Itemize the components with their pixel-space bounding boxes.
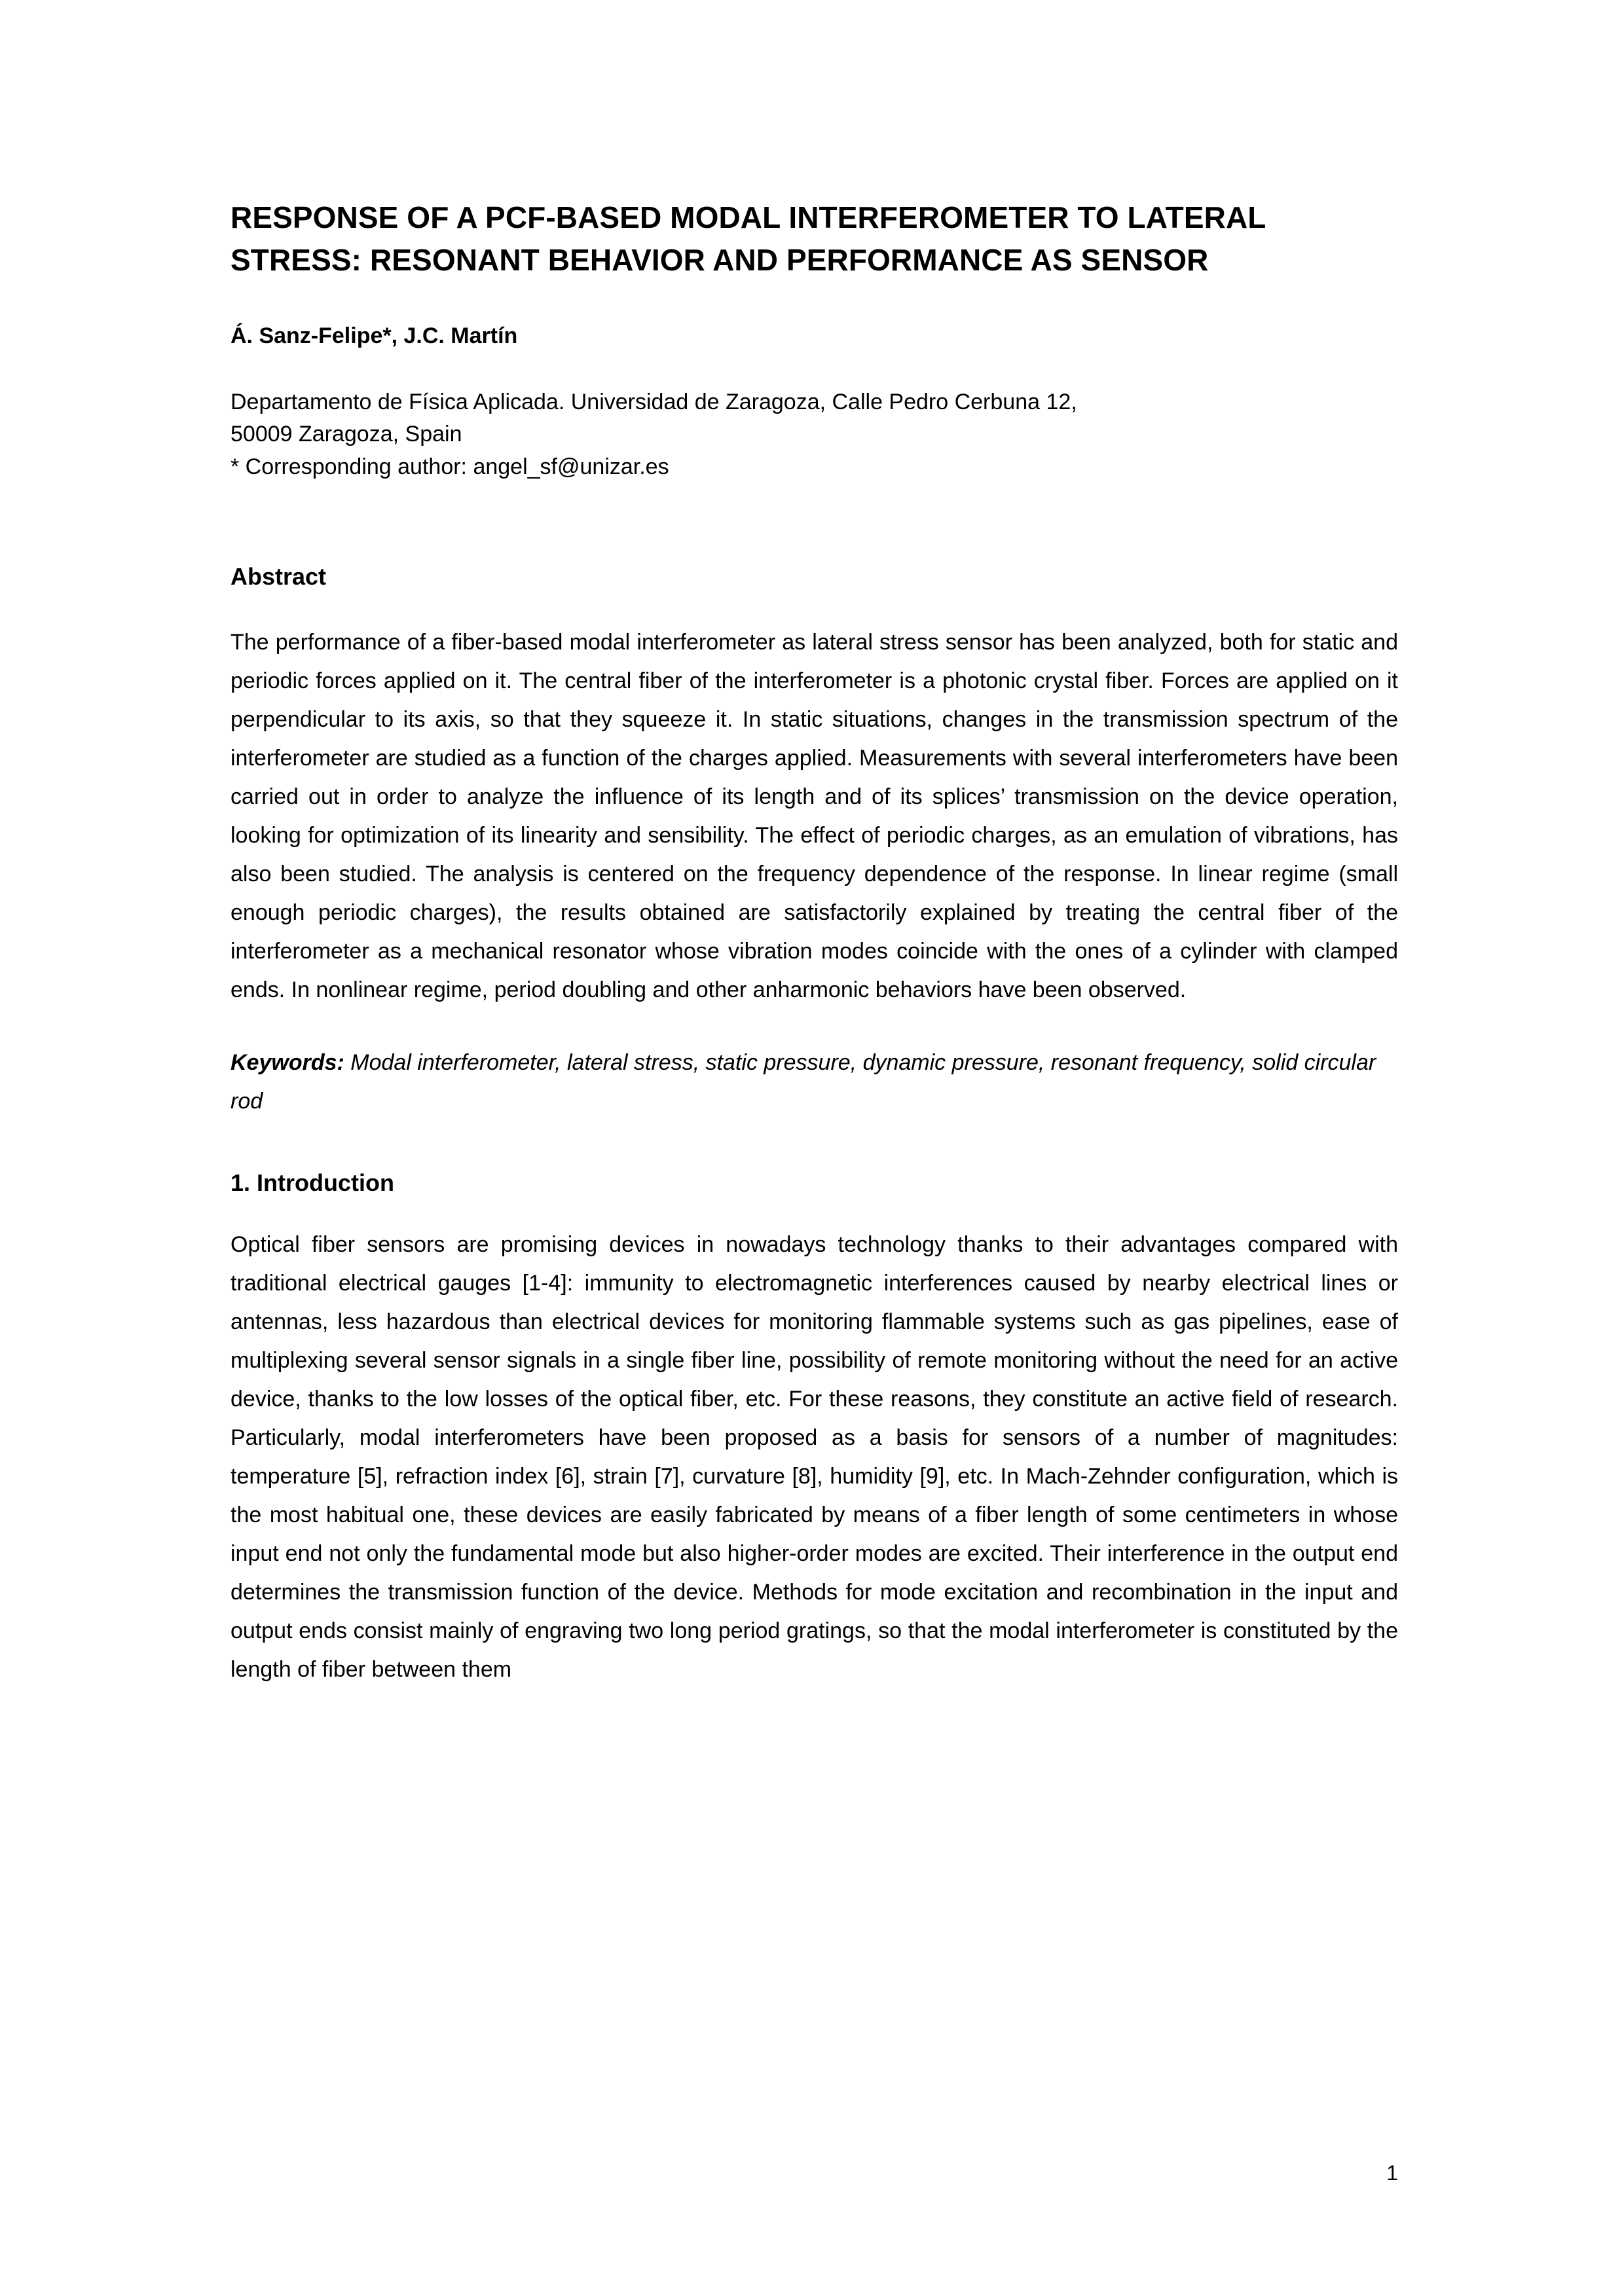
affiliation-line-2: 50009 Zaragoza, Spain [231,422,462,447]
affiliation-line-1: Departamento de Física Aplicada. Universidad de Zaragoza, Calle Pedro Cerbuna 12, [231,389,1077,414]
page-number: 1 [1386,2161,1398,2185]
keywords-label: Keywords: [231,1050,344,1076]
introduction-heading: 1. Introduction [231,1169,394,1197]
keywords-text: Modal interferometer, lateral stress, static pressure, dynamic pressure, resonant frequency, solid circular rod [231,1050,1376,1114]
corresponding-author-line: * Corresponding author: angel_sf@unizar.es [231,454,669,479]
introduction-paragraph: Optical fiber sensors are promising devices in nowadays technology thanks to their advantages compared with traditional electrical gauges [1-4]: immunity to electromagnetic interferences caused by nearby electrical lines or antennas, less hazardous than electrical devices for monitoring flammable systems such as gas pipelines, ease of multiplexing several sensor signals in a single fiber line, possibility of remote monitoring without the need for an active device, thanks to the low losses of the optical fiber, etc. For these reasons, they constitute an active field of research. Particularly, modal interferometers have been proposed as a basis for sensors of a number of magnitudes: temperature [5], refraction index [6], strain [7], curvature [8], humidity [9], etc. In Mach-Zehnder configuration, which is the most habitual one, these devices are easily fabricated by means of a fiber length of some centimeters in whose input end not only the fundamental mode but also higher-order modes are excited. Their interference in the output end determines the transmission function of the device. Methods for mode excitation and recombination in the input and output ends consist mainly of engraving two long period gratings, so that the modal interferometer is constituted by the length of fiber between them [231,1232,1398,1683]
keywords-line [231,1044,1398,1121]
abstract-heading: Abstract [231,562,327,590]
author-list: Á. Sanz-Felipe*, J.C. Martín [231,323,518,348]
page-title: RESPONSE OF A PCF-BASED MODAL INTERFEROMETER TO LATERAL STRESS: RESONANT BEHAVIOR AND PERFORMANCE AS SENSOR [231,200,1266,278]
affiliation-block [231,386,1398,483]
abstract-paragraph: The performance of a fiber-based modal interferometer as lateral stress sensor has been analyzed, both for static and periodic forces applied on it. The central fiber of the interferometer is a photonic crystal fiber. Forces are applied on it perpendicular to its axis, so that they squeeze it. In static situations, changes in the transmission spectrum of the interferometer are studied as a function of the charges applied. Measurements with several interferometers have been carried out in order to analyze the influence of its length and of its splices’ transmission on the device operation, looking for optimization of its linearity and sensibility. The effect of periodic charges, as an emulation of vibrations, has also been studied. The analysis is centered on the frequency dependence of the response. In linear regime (small enough periodic charges), the results obtained are satisfactorily explained by treating the central fiber of the interferometer as a mechanical resonator whose vibration modes coincide with the ones of a cylinder with clamped ends. In nonlinear regime, period doubling and other anharmonic behaviors have been observed. [231,630,1398,1003]
